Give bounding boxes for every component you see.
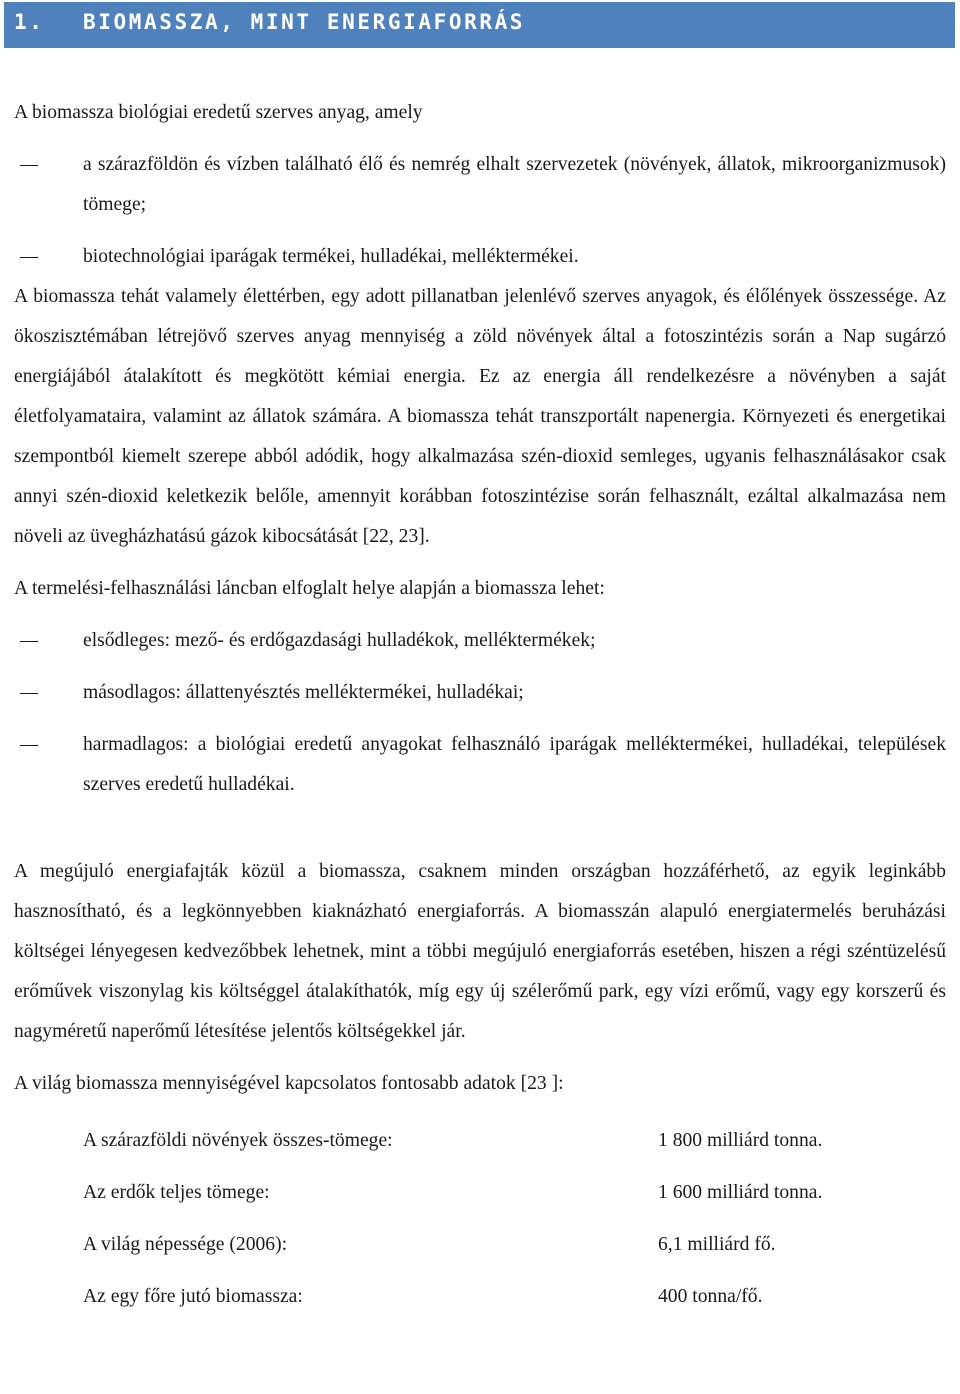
fact-value: 400 tonna/fő. — [658, 1286, 763, 1307]
section-heading-bar — [4, 2, 955, 48]
facts-intro-paragraph: A világ biomassza mennyiségével kapcsolatos fontosabb adatok [23 ]: — [14, 1073, 564, 1094]
fact-label: Az egy főre jutó biomassza: — [83, 1286, 303, 1307]
facts-row — [83, 1115, 822, 1167]
chain-item: harmadlagos: a biológiai eredetű anyagokat felhasználó iparágak melléktermékei, hulladékai, települések szerves eredetű hulladékai. — [14, 725, 946, 805]
facts-row — [83, 1271, 822, 1323]
fact-value: 6,1 milliárd fő. — [658, 1234, 776, 1255]
chain-item: másodlagos: állattenyésztés melléktermékei, hulladékai; — [14, 673, 946, 713]
fact-value: 1 600 milliárd tonna. — [658, 1182, 823, 1203]
definition-list — [14, 145, 946, 277]
definition-item: biotechnológiai iparágak termékei, hulladékai, melléktermékei. — [14, 237, 946, 277]
fact-label: A világ népessége (2006): — [83, 1234, 288, 1255]
biomass-paragraph: A biomassza tehát valamely élettérben, egy adott pillanatban jelenlévő szerves anyagok, és élőlények összessége. Az ökoszisztémában létrejövő szerves anyag mennyiség a zöld növények által a fotoszintézis során a Nap sugárzó energiájából átalakított és megkötött kémiai energia. Ez az energia áll rendelkezésre a növényben a saját életfolyamataira, valamint az állatok számára. A biomassza tehát transzportált napenergia. Környezeti és energetikai szempontból kiemelt szerepe abból adódik, hogy alkalmazása szén-dioxid semleges, ugyanis felhasználásakor csak annyi szén-dioxid keletkezik belőle, amennyit korábban fotoszintézise során felhasznált, ezáltal alkalmazása nem növeli az üvegházhatású gázok kibocsátását [22, 23]. — [14, 286, 946, 547]
fact-value: 1 800 milliárd tonna. — [658, 1130, 823, 1151]
section-number: 1. — [14, 10, 45, 34]
renewables-paragraph: A megújuló energiafajták közül a biomassza, csaknem minden országban hozzáférhető, az egyik leginkább hasznosítható, és a legkönnyebben kiaknázható energiaforrás. A biomasszán alapuló energiatermelés beruházási költségei lényegesen kedvezőbbek lehetnek, mint a többi megújuló energiaforrás esetében, hiszen a régi széntüzelésű erőművek viszonylag kis költséggel átalakíthatók, míg egy új szélerőmű park, egy vízi erőmű, vagy egy korszerű és nagyméretű naperőmű létesítése jelentős költségekkel jár. — [14, 861, 946, 1042]
facts-row — [83, 1167, 822, 1219]
intro-paragraph: A biomassza biológiai eredetű szerves anyag, amely — [14, 102, 423, 123]
chain-intro-paragraph: A termelési-felhasználási láncban elfoglalt helye alapján a biomassza lehet: — [14, 578, 605, 599]
section-title: BIOMASSZA, MINT ENERGIAFORRÁS — [83, 10, 526, 34]
chain-item: elsődleges: mező- és erdőgazdasági hulladékok, melléktermékek; — [14, 621, 946, 661]
fact-label: A szárazföldi növények összes-tömege: — [83, 1130, 393, 1151]
fact-label: Az erdők teljes tömege: — [83, 1182, 270, 1203]
facts-row — [83, 1219, 822, 1271]
facts-table — [83, 1115, 822, 1323]
document-body — [14, 93, 946, 1323]
chain-list — [14, 621, 946, 805]
definition-item: a szárazföldön és vízben található élő és nemrég elhalt szervezetek (növények, állatok, mikroorganizmusok) tömege; — [14, 145, 946, 225]
